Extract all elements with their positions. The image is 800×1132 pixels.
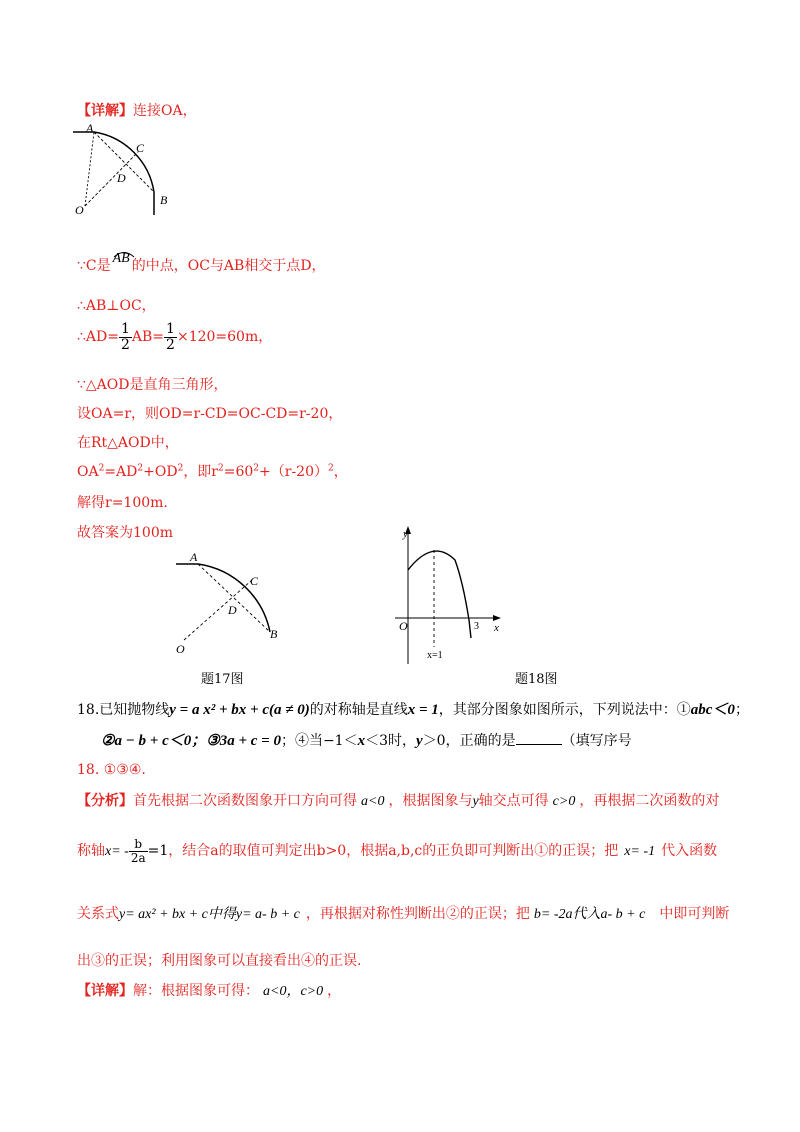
fig18-label-x: x xyxy=(494,622,499,634)
small-arc-figure xyxy=(70,120,180,220)
q18-abc: abc＜0 xyxy=(690,702,735,718)
small-label-c: C xyxy=(136,141,145,155)
step-1-pre: ∵C是 xyxy=(77,258,111,274)
small-label-o: O xyxy=(75,203,84,217)
analysis-line-1: 【分析】首先根据二次函数图象开口方向可得 a<0 ，根据图象与y轴交点可得 c>0 ，再根据二次函数的对 xyxy=(77,793,720,809)
analysis-line-2: 称轴x= - $\frac{b}{2a}$ =1，结合a的取值可判定出b>0，根据a,b,c的正负即可判断出①的正误；把 x= -1 代入函数 xyxy=(77,837,718,865)
fig17-label-b: B xyxy=(270,627,278,641)
step-6: 在Rt△AOD中， xyxy=(77,435,179,451)
detail18-label: 【详解】 xyxy=(77,983,133,999)
q18-formula: y = a x² + bx + c(a ≠ 0) xyxy=(169,702,310,718)
step-9: 故答案为100m xyxy=(77,525,173,541)
step-3-mid: AB= xyxy=(131,329,165,346)
detail-label: 【详解】 xyxy=(77,103,133,119)
step-3-pre: ∴AD= xyxy=(77,329,119,346)
fig18-label-origin: O xyxy=(399,619,408,633)
step-3-post: ×120=60m， xyxy=(176,329,273,346)
fraction-half-2: $\frac{1}{2}$ xyxy=(166,321,175,353)
fig17-label-a: A xyxy=(190,552,198,564)
q18-axis: x = 1 xyxy=(407,702,439,718)
step-5: 设OA=r，则OD=r-CD=OC-CD=r-20， xyxy=(77,406,343,422)
small-label-a: A xyxy=(86,121,94,135)
step-3 xyxy=(77,322,272,352)
step-8: 解得r=100m. xyxy=(77,495,168,511)
fraction-b-2a: $\frac{b}{2a}$ xyxy=(130,837,146,865)
figure-17 xyxy=(170,552,300,660)
analysis-label: 【分析】 xyxy=(77,793,133,809)
analysis-line-3: 关系式y= ax² + bx + c中得y= a- b + c ，再根据对称性判断出②的正误；把 b= -2a代入a- b + c 中即可判断 xyxy=(77,906,730,922)
answer-blank[interactable] xyxy=(516,732,562,745)
fig17-label-o: O xyxy=(176,642,185,656)
detail18-line: 【详解】解：根据图象可得： a<0，c>0 ， xyxy=(77,983,342,999)
detail17-line xyxy=(77,100,197,120)
small-label-b: B xyxy=(160,193,168,207)
fraction-half-1: $\frac{1}{2}$ xyxy=(120,321,130,353)
step-1-post: 的中点，OC与AB相交于点D， xyxy=(131,258,326,274)
figure-18-caption: 题18图 xyxy=(515,672,558,687)
step-1 xyxy=(77,251,326,275)
analysis-line-4: 出③的正误；利用图象可以直接看出④的正误. xyxy=(77,953,362,969)
arc-ab xyxy=(112,251,130,275)
answer-18: 18. ①③④. xyxy=(77,762,146,778)
step-2: ∴AB⊥OC， xyxy=(77,298,156,314)
step-4: ∵△AOD是直角三角形， xyxy=(77,377,228,393)
q18-number: 18. xyxy=(77,702,100,718)
fig17-label-c: C xyxy=(250,574,259,588)
fig17-label-d: D xyxy=(228,603,237,617)
fig18-label-y: y xyxy=(403,528,408,540)
q18-line-2: ②a − b + c＜0；③3a + c = 0；④当−1＜x＜3时，y＞0，正确的是 （填写序号 xyxy=(101,733,632,749)
fig18-axis-label: x=1 xyxy=(427,650,443,661)
small-label-d: D xyxy=(117,171,126,185)
step-7: $OA^2=AD^2+OD^2$，即$r^2=60^2+(r-20)^2$， xyxy=(77,463,348,480)
fig18-tick-3: 3 xyxy=(474,621,479,632)
arc-ab-text: AB xyxy=(112,251,130,266)
q18-line-1: 18.已知抛物线y = a x² + bx + c(a ≠ 0)的对称轴是直线x = 1，其部分图象如图所示，下列说法中：①abc＜0； xyxy=(77,702,749,718)
figure-18 xyxy=(395,520,507,665)
figure-17-caption: 题17图 xyxy=(201,672,244,687)
detail-intro: 连接OA， xyxy=(133,103,197,119)
